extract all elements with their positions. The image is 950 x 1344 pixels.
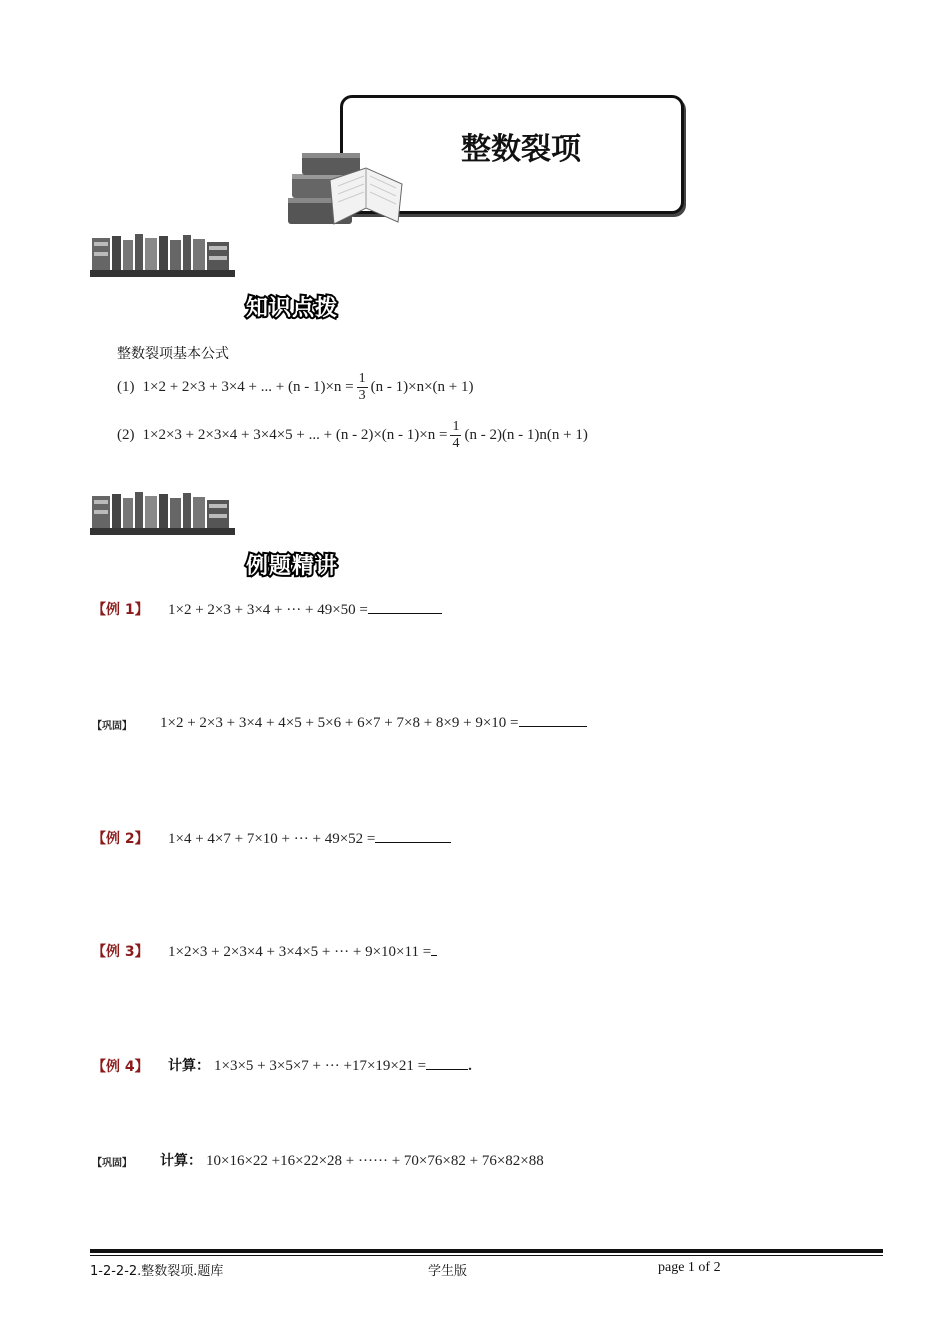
footer-rule-thin: [90, 1255, 883, 1256]
answer-blank: [431, 942, 437, 956]
formula-rhs: (n - 1)×n×(n + 1): [370, 379, 474, 395]
section-title-knowledge: 知识点拨: [246, 296, 339, 321]
calc-label: 计算：: [160, 1153, 202, 1169]
formula-number: (1): [117, 379, 135, 395]
intro-text: 整数裂项基本公式: [117, 346, 229, 362]
answer-blank: [368, 600, 442, 614]
formula-rhs: (n - 2)(n - 1)n(n + 1): [464, 427, 588, 443]
bookshelf-icon: [90, 490, 235, 538]
fraction: [450, 420, 461, 451]
formula-lhs: 1×2 + 2×3 + 3×4 + ... + (n - 1)×n =: [142, 379, 354, 395]
footer-doc-name: 1-2-2-2.整数裂项.题库: [90, 1264, 224, 1279]
example-3-problem: [168, 942, 437, 961]
problem-expression: 1×2 + 2×3 + 3×4 + 4×5 + 5×6 + 6×7 + 7×8 + 8×9 + 9×10 =: [160, 715, 519, 731]
problem-expression: 1×2×3 + 2×3×4 + 3×4×5 + ··· + 9×10×11 =: [168, 944, 432, 960]
example-4-problem: [168, 1055, 472, 1075]
problem-expression: 10×16×22 +16×22×28 + ······ + 70×76×82 + 76×82×88: [206, 1153, 544, 1169]
section-title-examples: 例题精讲: [246, 554, 339, 579]
consolidation-label: 【巩固】: [92, 1158, 132, 1169]
formula-number: (2): [117, 427, 135, 443]
example-label: 【例 1】: [92, 602, 149, 618]
problem-expression: 1×3×5 + 3×5×7 + ··· +17×19×21 =: [214, 1058, 427, 1074]
answer-blank: [519, 713, 587, 727]
answer-blank: [426, 1056, 468, 1070]
fraction-numerator: 1: [358, 371, 366, 386]
example-label: 【例 3】: [92, 944, 149, 960]
fraction: [357, 372, 368, 403]
consolidation-2-problem: [160, 1150, 544, 1170]
example-label: 【例 4】: [92, 1059, 149, 1075]
problem-expression: 1×4 + 4×7 + 7×10 + ··· + 49×52 =: [168, 831, 376, 847]
fraction-denominator: 4: [452, 436, 460, 451]
footer-edition: 学生版: [428, 1264, 468, 1279]
example-label: 【例 2】: [92, 831, 149, 847]
calc-label: 计算：: [168, 1058, 210, 1074]
formula-1: [117, 372, 473, 403]
formula-lhs: 1×2×3 + 2×3×4 + 3×4×5 + ... + (n - 2)×(n - 1)×n =: [142, 427, 448, 443]
fraction-numerator: 1: [452, 419, 460, 434]
consolidation-1-problem: [160, 713, 587, 732]
books-icon: [286, 150, 404, 230]
bookshelf-icon: [90, 232, 235, 280]
page-title: 整数裂项: [461, 132, 581, 167]
footer-page-number: page 1 of 2: [658, 1260, 721, 1275]
example-2-problem: [168, 829, 451, 848]
consolidation-label: 【巩固】: [92, 721, 132, 732]
period: .: [468, 1058, 472, 1074]
footer-rule: [90, 1249, 883, 1253]
problem-expression: 1×2 + 2×3 + 3×4 + ··· + 49×50 =: [168, 602, 368, 618]
fraction-denominator: 3: [358, 388, 366, 403]
answer-blank: [375, 829, 451, 843]
example-1-problem: [168, 600, 442, 619]
formula-2: [117, 420, 588, 451]
